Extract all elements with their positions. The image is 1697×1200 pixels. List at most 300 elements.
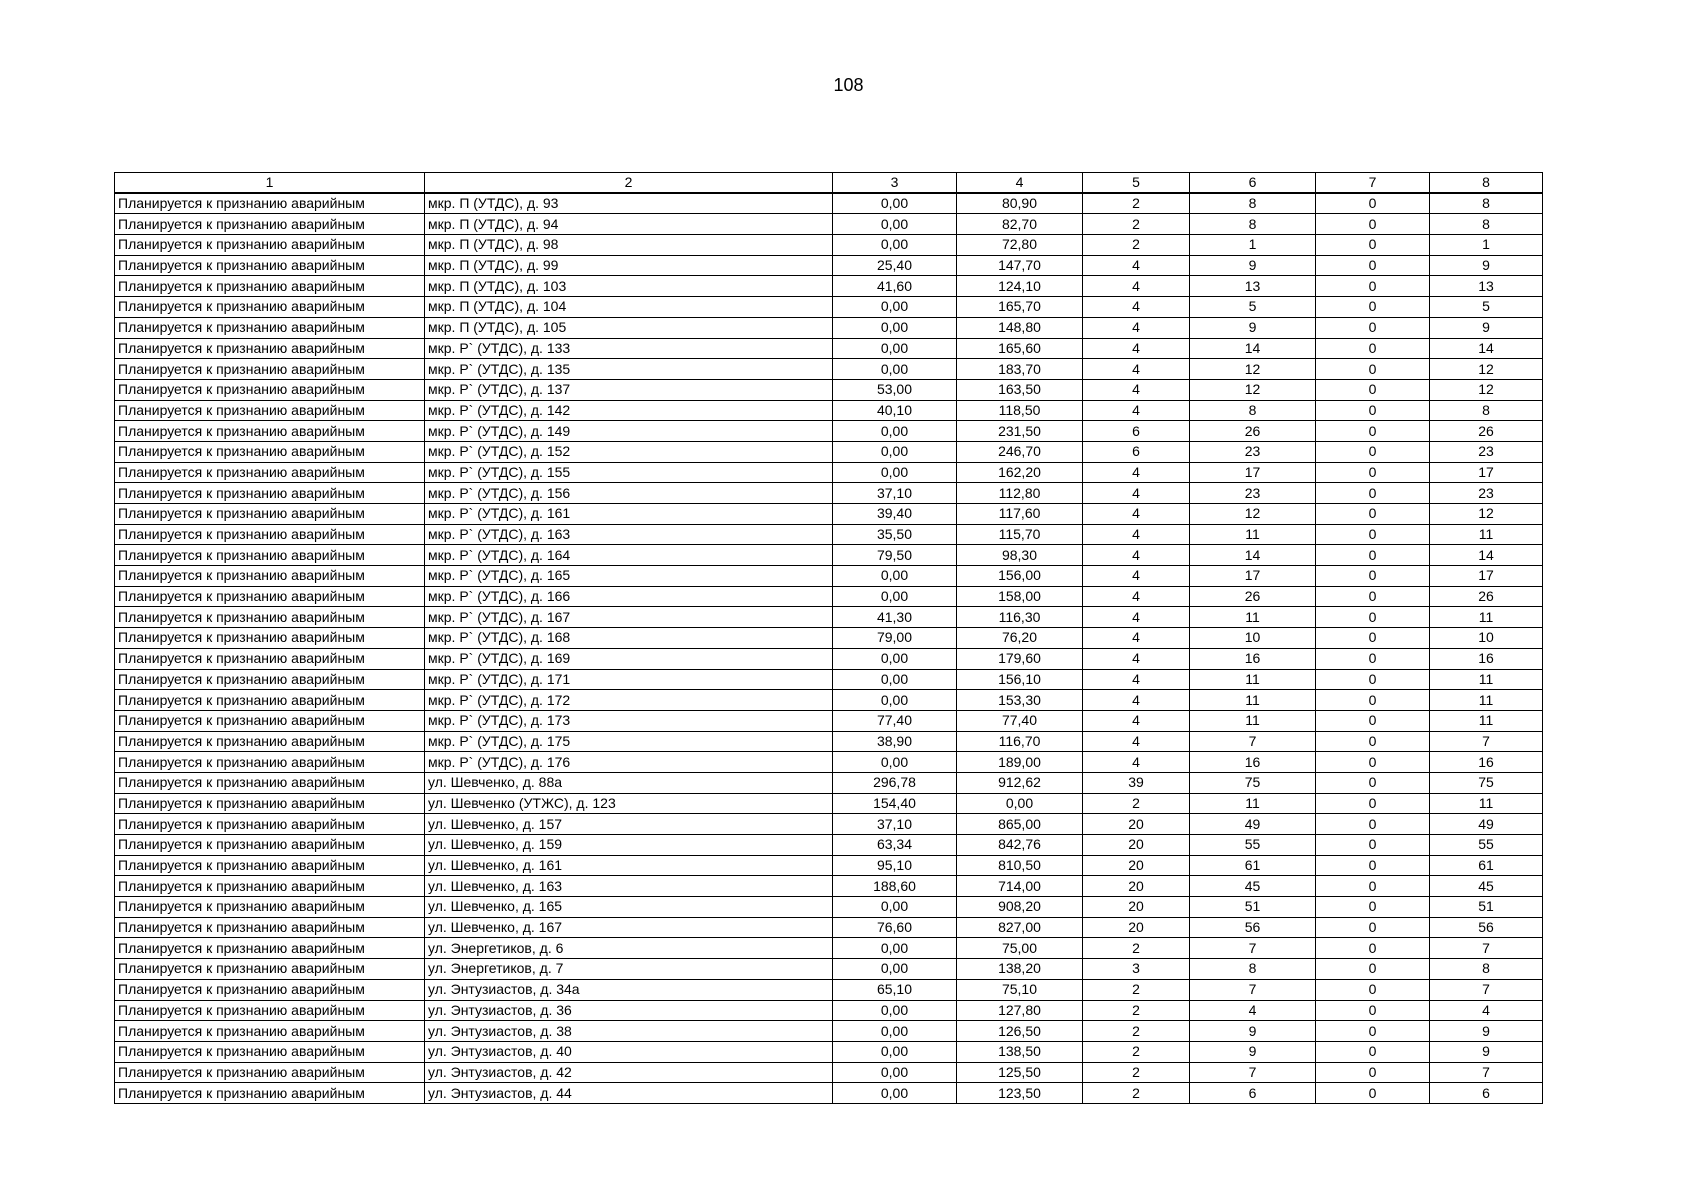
value-cell-4: 75,10 [957, 979, 1083, 1000]
value-cell-8: 56 [1430, 917, 1543, 938]
table-row [115, 855, 1543, 876]
value-cell-6: 9 [1190, 317, 1316, 338]
value-cell-6: 55 [1190, 835, 1316, 856]
value-cell-3: 296,78 [833, 772, 957, 793]
value-cell-7: 0 [1316, 938, 1430, 959]
value-cell-3: 0,00 [833, 1041, 957, 1062]
table-row [115, 772, 1543, 793]
table-row [115, 959, 1543, 980]
status-cell: Планируется к признанию аварийным [115, 1021, 425, 1042]
value-cell-6: 8 [1190, 959, 1316, 980]
value-cell-7: 0 [1316, 793, 1430, 814]
value-cell-3: 39,40 [833, 504, 957, 525]
value-cell-7: 0 [1316, 628, 1430, 649]
value-cell-6: 75 [1190, 772, 1316, 793]
table-row [115, 441, 1543, 462]
value-cell-4: 179,60 [957, 648, 1083, 669]
status-cell: Планируется к признанию аварийным [115, 586, 425, 607]
value-cell-6: 9 [1190, 1041, 1316, 1062]
address-cell: мкр. Р` (УТДС), д. 133 [425, 338, 833, 359]
value-cell-7: 0 [1316, 255, 1430, 276]
address-cell: ул. Энтузиастов, д. 34а [425, 979, 833, 1000]
value-cell-4: 189,00 [957, 752, 1083, 773]
value-cell-6: 14 [1190, 545, 1316, 566]
value-cell-6: 10 [1190, 628, 1316, 649]
value-cell-4: 156,10 [957, 669, 1083, 690]
value-cell-5: 4 [1083, 276, 1190, 297]
address-cell: мкр. Р` (УТДС), д. 165 [425, 566, 833, 587]
status-cell: Планируется к признанию аварийным [115, 814, 425, 835]
value-cell-6: 7 [1190, 979, 1316, 1000]
status-cell: Планируется к признанию аварийным [115, 710, 425, 731]
address-cell: мкр. Р` (УТДС), д. 149 [425, 421, 833, 442]
address-cell: мкр. П (УТДС), д. 99 [425, 255, 833, 276]
value-cell-4: 138,50 [957, 1041, 1083, 1062]
value-cell-7: 0 [1316, 607, 1430, 628]
address-cell: ул. Шевченко, д. 159 [425, 835, 833, 856]
value-cell-7: 0 [1316, 276, 1430, 297]
value-cell-5: 4 [1083, 731, 1190, 752]
value-cell-8: 10 [1430, 628, 1543, 649]
value-cell-4: 163,50 [957, 379, 1083, 400]
value-cell-5: 6 [1083, 441, 1190, 462]
value-cell-4: 115,70 [957, 524, 1083, 545]
table-row [115, 421, 1543, 442]
address-cell: мкр. Р` (УТДС), д. 137 [425, 379, 833, 400]
value-cell-6: 51 [1190, 897, 1316, 918]
value-cell-3: 63,34 [833, 835, 957, 856]
value-cell-3: 0,00 [833, 235, 957, 256]
status-cell: Планируется к признанию аварийным [115, 317, 425, 338]
housing-table [114, 172, 1543, 1104]
status-cell: Планируется к признанию аварийным [115, 214, 425, 235]
value-cell-4: 165,60 [957, 338, 1083, 359]
value-cell-8: 55 [1430, 835, 1543, 856]
value-cell-5: 4 [1083, 400, 1190, 421]
status-cell: Планируется к признанию аварийным [115, 379, 425, 400]
value-cell-5: 39 [1083, 772, 1190, 793]
value-cell-4: 153,30 [957, 690, 1083, 711]
value-cell-5: 2 [1083, 193, 1190, 214]
value-cell-6: 12 [1190, 379, 1316, 400]
value-cell-4: 231,50 [957, 421, 1083, 442]
table-row [115, 317, 1543, 338]
status-cell: Планируется к признанию аварийным [115, 1083, 425, 1104]
status-cell: Планируется к признанию аварийным [115, 772, 425, 793]
value-cell-3: 37,10 [833, 814, 957, 835]
status-cell: Планируется к признанию аварийным [115, 421, 425, 442]
table-row [115, 524, 1543, 545]
table-row [115, 814, 1543, 835]
table-row [115, 276, 1543, 297]
value-cell-4: 810,50 [957, 855, 1083, 876]
column-header: 2 [425, 173, 833, 194]
value-cell-5: 4 [1083, 338, 1190, 359]
table-row [115, 731, 1543, 752]
value-cell-5: 4 [1083, 648, 1190, 669]
status-cell: Планируется к признанию аварийным [115, 566, 425, 587]
value-cell-5: 4 [1083, 524, 1190, 545]
value-cell-4: 714,00 [957, 876, 1083, 897]
value-cell-7: 0 [1316, 504, 1430, 525]
value-cell-7: 0 [1316, 338, 1430, 359]
value-cell-8: 12 [1430, 359, 1543, 380]
value-cell-3: 0,00 [833, 214, 957, 235]
value-cell-4: 80,90 [957, 193, 1083, 214]
value-cell-7: 0 [1316, 731, 1430, 752]
value-cell-7: 0 [1316, 752, 1430, 773]
value-cell-3: 76,60 [833, 917, 957, 938]
value-cell-8: 75 [1430, 772, 1543, 793]
table-row [115, 628, 1543, 649]
address-cell: мкр. П (УТДС), д. 104 [425, 297, 833, 318]
value-cell-6: 61 [1190, 855, 1316, 876]
address-cell: мкр. Р` (УТДС), д. 152 [425, 441, 833, 462]
status-cell: Планируется к признанию аварийным [115, 193, 425, 214]
value-cell-5: 2 [1083, 1000, 1190, 1021]
value-cell-8: 26 [1430, 586, 1543, 607]
address-cell: ул. Энтузиастов, д. 44 [425, 1083, 833, 1104]
value-cell-4: 183,70 [957, 359, 1083, 380]
value-cell-4: 72,80 [957, 235, 1083, 256]
value-cell-3: 0,00 [833, 1000, 957, 1021]
address-cell: ул. Шевченко, д. 165 [425, 897, 833, 918]
value-cell-6: 8 [1190, 214, 1316, 235]
value-cell-7: 0 [1316, 379, 1430, 400]
value-cell-3: 0,00 [833, 648, 957, 669]
value-cell-8: 51 [1430, 897, 1543, 918]
value-cell-4: 75,00 [957, 938, 1083, 959]
value-cell-3: 0,00 [833, 897, 957, 918]
status-cell: Планируется к признанию аварийным [115, 731, 425, 752]
status-cell: Планируется к признанию аварийным [115, 276, 425, 297]
value-cell-8: 17 [1430, 462, 1543, 483]
value-cell-4: 123,50 [957, 1083, 1083, 1104]
value-cell-7: 0 [1316, 959, 1430, 980]
table-row [115, 379, 1543, 400]
column-header: 8 [1430, 173, 1543, 194]
table-row [115, 835, 1543, 856]
value-cell-3: 0,00 [833, 959, 957, 980]
value-cell-7: 0 [1316, 710, 1430, 731]
value-cell-7: 0 [1316, 835, 1430, 856]
value-cell-7: 0 [1316, 855, 1430, 876]
value-cell-6: 23 [1190, 441, 1316, 462]
table-row [115, 938, 1543, 959]
address-cell: ул. Энергетиков, д. 7 [425, 959, 833, 980]
value-cell-7: 0 [1316, 297, 1430, 318]
value-cell-3: 40,10 [833, 400, 957, 421]
value-cell-8: 14 [1430, 545, 1543, 566]
address-cell: ул. Энергетиков, д. 6 [425, 938, 833, 959]
value-cell-8: 8 [1430, 214, 1543, 235]
address-cell: мкр. Р` (УТДС), д. 167 [425, 607, 833, 628]
address-cell: мкр. Р` (УТДС), д. 168 [425, 628, 833, 649]
status-cell: Планируется к признанию аварийным [115, 979, 425, 1000]
value-cell-4: 125,50 [957, 1062, 1083, 1083]
value-cell-8: 4 [1430, 1000, 1543, 1021]
value-cell-5: 6 [1083, 421, 1190, 442]
table-row [115, 400, 1543, 421]
value-cell-7: 0 [1316, 462, 1430, 483]
value-cell-7: 0 [1316, 979, 1430, 1000]
address-cell: ул. Энтузиастов, д. 38 [425, 1021, 833, 1042]
value-cell-4: 127,80 [957, 1000, 1083, 1021]
table-row [115, 979, 1543, 1000]
value-cell-8: 61 [1430, 855, 1543, 876]
page-number: 108 [833, 75, 864, 95]
value-cell-3: 188,60 [833, 876, 957, 897]
table-row [115, 359, 1543, 380]
value-cell-4: 118,50 [957, 400, 1083, 421]
value-cell-6: 9 [1190, 1021, 1316, 1042]
address-cell: мкр. Р` (УТДС), д. 166 [425, 586, 833, 607]
value-cell-3: 38,90 [833, 731, 957, 752]
value-cell-7: 0 [1316, 214, 1430, 235]
value-cell-7: 0 [1316, 421, 1430, 442]
value-cell-7: 0 [1316, 545, 1430, 566]
value-cell-4: 842,76 [957, 835, 1083, 856]
value-cell-5: 4 [1083, 669, 1190, 690]
table-row [115, 504, 1543, 525]
value-cell-7: 0 [1316, 669, 1430, 690]
value-cell-6: 9 [1190, 255, 1316, 276]
address-cell: ул. Энтузиастов, д. 42 [425, 1062, 833, 1083]
value-cell-3: 0,00 [833, 317, 957, 338]
value-cell-6: 26 [1190, 421, 1316, 442]
status-cell: Планируется к признанию аварийным [115, 690, 425, 711]
value-cell-5: 2 [1083, 214, 1190, 235]
status-cell: Планируется к признанию аварийным [115, 938, 425, 959]
value-cell-6: 11 [1190, 793, 1316, 814]
value-cell-3: 41,60 [833, 276, 957, 297]
value-cell-5: 4 [1083, 483, 1190, 504]
value-cell-8: 11 [1430, 690, 1543, 711]
table-row [115, 338, 1543, 359]
status-cell: Планируется к признанию аварийным [115, 607, 425, 628]
value-cell-6: 7 [1190, 731, 1316, 752]
column-header: 4 [957, 173, 1083, 194]
value-cell-8: 11 [1430, 607, 1543, 628]
address-cell: ул. Энтузиастов, д. 40 [425, 1041, 833, 1062]
value-cell-3: 37,10 [833, 483, 957, 504]
table-row [115, 690, 1543, 711]
address-cell: мкр. Р` (УТДС), д. 135 [425, 359, 833, 380]
value-cell-6: 49 [1190, 814, 1316, 835]
value-cell-8: 12 [1430, 379, 1543, 400]
address-cell: ул. Шевченко (УТЖС), д. 123 [425, 793, 833, 814]
status-cell: Планируется к признанию аварийным [115, 876, 425, 897]
value-cell-5: 4 [1083, 752, 1190, 773]
value-cell-4: 112,80 [957, 483, 1083, 504]
address-cell: мкр. Р` (УТДС), д. 176 [425, 752, 833, 773]
value-cell-5: 4 [1083, 690, 1190, 711]
value-cell-4: 116,30 [957, 607, 1083, 628]
status-cell: Планируется к признанию аварийным [115, 917, 425, 938]
table-row [115, 193, 1543, 214]
status-cell: Планируется к признанию аварийным [115, 648, 425, 669]
table-row [115, 793, 1543, 814]
value-cell-6: 11 [1190, 710, 1316, 731]
table-row [115, 462, 1543, 483]
value-cell-5: 3 [1083, 959, 1190, 980]
value-cell-6: 16 [1190, 752, 1316, 773]
value-cell-4: 117,60 [957, 504, 1083, 525]
value-cell-7: 0 [1316, 772, 1430, 793]
status-cell: Планируется к признанию аварийным [115, 524, 425, 545]
address-cell: мкр. Р` (УТДС), д. 164 [425, 545, 833, 566]
value-cell-8: 16 [1430, 752, 1543, 773]
address-cell: мкр. Р` (УТДС), д. 173 [425, 710, 833, 731]
value-cell-4: 77,40 [957, 710, 1083, 731]
value-cell-3: 41,30 [833, 607, 957, 628]
table-row [115, 214, 1543, 235]
status-cell: Планируется к признанию аварийным [115, 793, 425, 814]
table-row [115, 1083, 1543, 1104]
value-cell-5: 4 [1083, 297, 1190, 318]
value-cell-4: 158,00 [957, 586, 1083, 607]
value-cell-7: 0 [1316, 193, 1430, 214]
value-cell-7: 0 [1316, 897, 1430, 918]
value-cell-3: 0,00 [833, 752, 957, 773]
value-cell-5: 2 [1083, 235, 1190, 256]
value-cell-3: 77,40 [833, 710, 957, 731]
value-cell-8: 7 [1430, 731, 1543, 752]
value-cell-5: 4 [1083, 545, 1190, 566]
value-cell-8: 7 [1430, 979, 1543, 1000]
value-cell-3: 0,00 [833, 690, 957, 711]
value-cell-6: 23 [1190, 483, 1316, 504]
value-cell-3: 0,00 [833, 193, 957, 214]
value-cell-4: 82,70 [957, 214, 1083, 235]
address-cell: ул. Шевченко, д. 163 [425, 876, 833, 897]
value-cell-5: 4 [1083, 710, 1190, 731]
table-row [115, 255, 1543, 276]
address-cell: мкр. П (УТДС), д. 93 [425, 193, 833, 214]
status-cell: Планируется к признанию аварийным [115, 959, 425, 980]
table-row [115, 669, 1543, 690]
value-cell-3: 79,00 [833, 628, 957, 649]
table-row [115, 607, 1543, 628]
value-cell-3: 0,00 [833, 421, 957, 442]
value-cell-6: 26 [1190, 586, 1316, 607]
value-cell-6: 1 [1190, 235, 1316, 256]
value-cell-6: 6 [1190, 1083, 1316, 1104]
value-cell-4: 0,00 [957, 793, 1083, 814]
value-cell-8: 11 [1430, 669, 1543, 690]
value-cell-4: 912,62 [957, 772, 1083, 793]
value-cell-3: 0,00 [833, 1062, 957, 1083]
value-cell-3: 79,50 [833, 545, 957, 566]
value-cell-7: 0 [1316, 235, 1430, 256]
value-cell-6: 4 [1190, 1000, 1316, 1021]
value-cell-3: 0,00 [833, 1083, 957, 1104]
status-cell: Планируется к признанию аварийным [115, 359, 425, 380]
value-cell-3: 0,00 [833, 566, 957, 587]
value-cell-5: 4 [1083, 586, 1190, 607]
value-cell-5: 4 [1083, 566, 1190, 587]
value-cell-5: 20 [1083, 917, 1190, 938]
value-cell-3: 53,00 [833, 379, 957, 400]
value-cell-7: 0 [1316, 400, 1430, 421]
table-row [115, 297, 1543, 318]
value-cell-6: 56 [1190, 917, 1316, 938]
value-cell-6: 7 [1190, 1062, 1316, 1083]
value-cell-4: 124,10 [957, 276, 1083, 297]
table-row [115, 566, 1543, 587]
status-cell: Планируется к признанию аварийным [115, 1062, 425, 1083]
address-cell: мкр. П (УТДС), д. 103 [425, 276, 833, 297]
value-cell-5: 2 [1083, 979, 1190, 1000]
value-cell-5: 4 [1083, 607, 1190, 628]
value-cell-3: 65,10 [833, 979, 957, 1000]
value-cell-5: 20 [1083, 814, 1190, 835]
value-cell-4: 147,70 [957, 255, 1083, 276]
address-cell: мкр. Р` (УТДС), д. 155 [425, 462, 833, 483]
status-cell: Планируется к признанию аварийным [115, 628, 425, 649]
value-cell-8: 11 [1430, 793, 1543, 814]
address-cell: мкр. Р` (УТДС), д. 175 [425, 731, 833, 752]
value-cell-5: 4 [1083, 462, 1190, 483]
status-cell: Планируется к признанию аварийным [115, 441, 425, 462]
value-cell-3: 0,00 [833, 297, 957, 318]
value-cell-5: 20 [1083, 897, 1190, 918]
value-cell-8: 7 [1430, 1062, 1543, 1083]
value-cell-3: 0,00 [833, 938, 957, 959]
table-row [115, 586, 1543, 607]
value-cell-7: 0 [1316, 441, 1430, 462]
value-cell-7: 0 [1316, 690, 1430, 711]
value-cell-8: 13 [1430, 276, 1543, 297]
status-cell: Планируется к признанию аварийным [115, 483, 425, 504]
value-cell-7: 0 [1316, 524, 1430, 545]
table-row [115, 648, 1543, 669]
value-cell-3: 25,40 [833, 255, 957, 276]
value-cell-5: 20 [1083, 855, 1190, 876]
status-cell: Планируется к признанию аварийным [115, 835, 425, 856]
table-header-row [115, 173, 1543, 194]
value-cell-4: 76,20 [957, 628, 1083, 649]
value-cell-7: 0 [1316, 483, 1430, 504]
table-row [115, 545, 1543, 566]
value-cell-7: 0 [1316, 566, 1430, 587]
value-cell-4: 162,20 [957, 462, 1083, 483]
value-cell-8: 9 [1430, 1041, 1543, 1062]
value-cell-4: 116,70 [957, 731, 1083, 752]
value-cell-5: 4 [1083, 628, 1190, 649]
status-cell: Планируется к признанию аварийным [115, 752, 425, 773]
value-cell-3: 95,10 [833, 855, 957, 876]
address-cell: ул. Шевченко, д. 88а [425, 772, 833, 793]
value-cell-6: 11 [1190, 607, 1316, 628]
value-cell-7: 0 [1316, 1041, 1430, 1062]
status-cell: Планируется к признанию аварийным [115, 255, 425, 276]
status-cell: Планируется к признанию аварийным [115, 400, 425, 421]
table-row [115, 752, 1543, 773]
table-row [115, 917, 1543, 938]
address-cell: мкр. П (УТДС), д. 94 [425, 214, 833, 235]
value-cell-6: 11 [1190, 669, 1316, 690]
status-cell: Планируется к признанию аварийным [115, 504, 425, 525]
value-cell-4: 98,30 [957, 545, 1083, 566]
value-cell-5: 4 [1083, 317, 1190, 338]
value-cell-3: 35,50 [833, 524, 957, 545]
value-cell-5: 4 [1083, 359, 1190, 380]
value-cell-5: 2 [1083, 1062, 1190, 1083]
value-cell-3: 0,00 [833, 338, 957, 359]
address-cell: мкр. Р` (УТДС), д. 161 [425, 504, 833, 525]
table-row [115, 710, 1543, 731]
